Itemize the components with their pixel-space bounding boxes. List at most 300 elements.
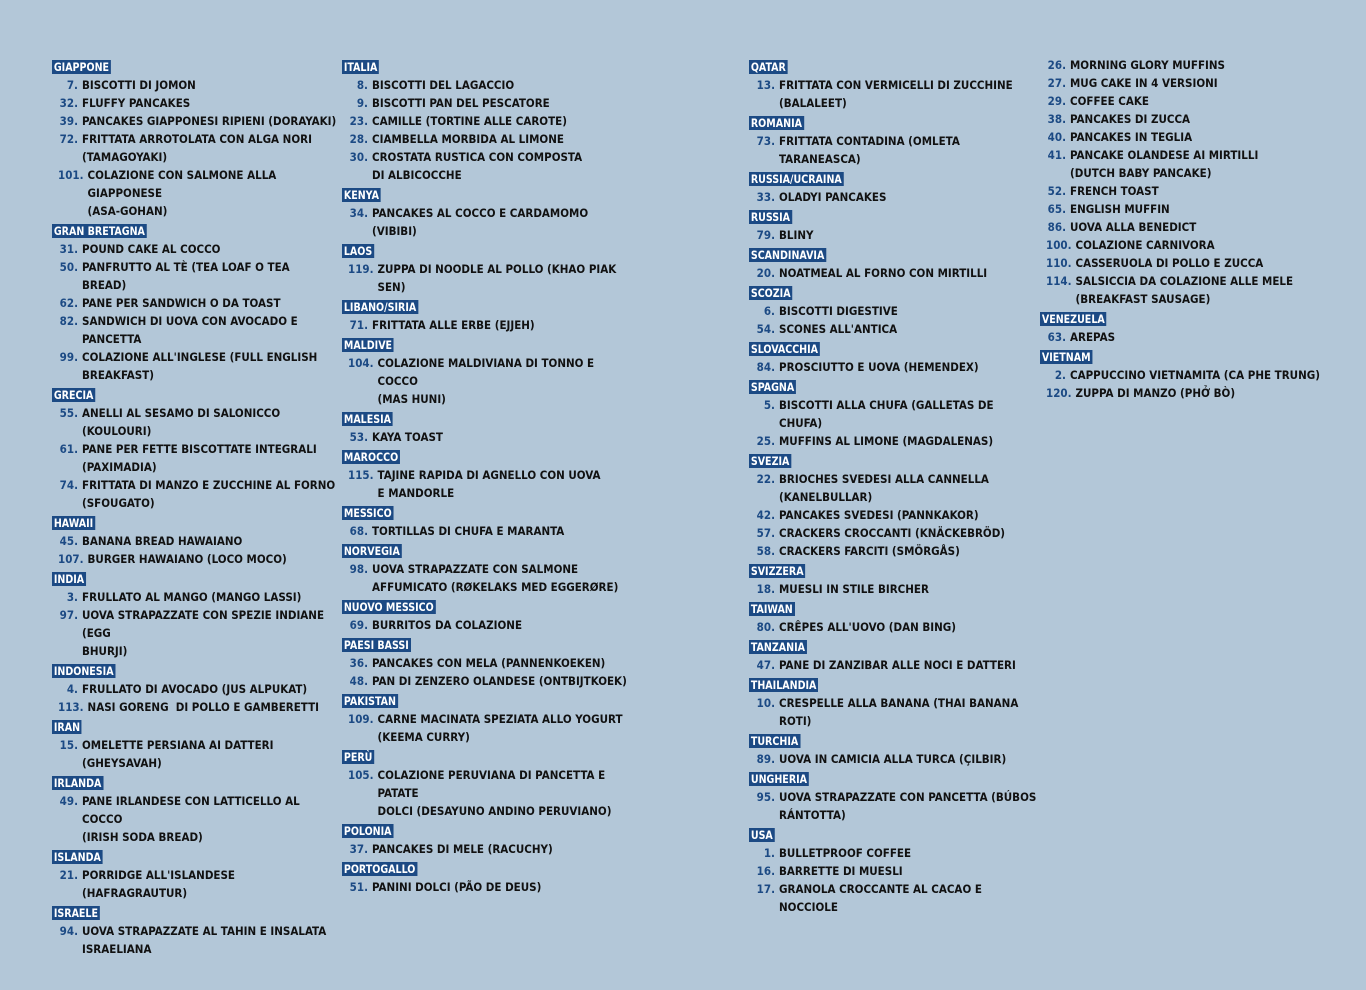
- recipe-entry: [348, 76, 632, 94]
- country-group: [749, 206, 1039, 244]
- country-heading: SVIZZERA: [750, 564, 804, 578]
- country-heading: VENEZUELA: [1041, 312, 1105, 326]
- recipe-entry: [755, 656, 1039, 674]
- recipe-title: NOATMEAL AL FORNO CON MIRTILLI: [779, 266, 988, 280]
- recipe-number: 62.: [59, 296, 78, 310]
- country-group: [342, 690, 632, 746]
- recipe-number: 15.: [59, 738, 78, 752]
- recipe-entry: [755, 506, 1039, 524]
- recipe-number: 72.: [59, 132, 78, 146]
- recipe-title: BARRETTE DI MUESLI: [779, 864, 903, 878]
- country-group: [342, 334, 632, 408]
- country-heading: SCANDINAVIA: [750, 248, 825, 262]
- recipe-entry: [755, 880, 1039, 916]
- recipe-number: 42.: [756, 508, 775, 522]
- country-group: [342, 634, 632, 690]
- recipe-entry: [755, 432, 1039, 450]
- recipe-title: BISCOTTI DI JOMON: [82, 78, 196, 92]
- recipe-entry: [58, 532, 337, 550]
- recipe-title: MUESLI IN STILE BIRCHER: [779, 582, 929, 596]
- recipe-title: FRITTATA DI MANZO E ZUCCHINE AL FORNO (SFOUGATO): [82, 478, 336, 510]
- country-heading: INDONESIA: [53, 664, 114, 678]
- country-heading: NORVEGIA: [343, 544, 400, 558]
- recipe-number: 86.: [1047, 220, 1066, 234]
- recipe-title: MORNING GLORY MUFFINS: [1070, 58, 1226, 72]
- country-group: [342, 446, 632, 502]
- country-heading: RUSSIA/UCRAINA: [750, 172, 842, 186]
- recipe-entry: [755, 76, 1039, 112]
- recipe-number: 18.: [756, 582, 775, 596]
- country-group: [342, 596, 632, 634]
- recipe-entry: [1046, 74, 1330, 92]
- country-heading: MAROCCO: [343, 450, 399, 464]
- country-group: [749, 450, 1039, 560]
- recipe-entry: [58, 736, 337, 772]
- recipe-entry: [58, 680, 337, 698]
- country-group: [52, 716, 337, 772]
- recipe-title: PANCAKES SVEDESI (PANNKAKOR): [779, 508, 979, 522]
- recipe-title: CAMILLE (TORTINE ALLE CAROTE): [372, 114, 567, 128]
- country-group: [749, 674, 1039, 730]
- country-group: [342, 540, 632, 596]
- recipe-number: 28.: [349, 132, 368, 146]
- recipe-entry: [348, 766, 632, 820]
- recipe-number: 57.: [756, 526, 775, 540]
- recipe-entry: [1046, 384, 1330, 402]
- recipe-entry: [348, 316, 632, 334]
- country-heading: MESSICO: [343, 506, 392, 520]
- recipe-entry: [1046, 56, 1330, 74]
- index-column-1: [52, 56, 337, 958]
- recipe-entry: [1046, 200, 1330, 218]
- recipe-title: PANCAKES DI MELE (RACUCHY): [372, 842, 553, 856]
- recipe-number: 80.: [756, 620, 775, 634]
- country-heading: UNGHERIA: [750, 772, 808, 786]
- country-heading: PORTOGALLO: [343, 862, 416, 876]
- recipe-title: BISCOTTI PAN DEL PESCATORE: [372, 96, 550, 110]
- recipe-number: 84.: [756, 360, 775, 374]
- recipe-entry: [58, 606, 337, 660]
- country-group: [52, 846, 337, 902]
- recipe-entry: [1046, 146, 1330, 182]
- recipe-number: 104.: [348, 356, 374, 370]
- recipe-title: CARNE MACINATA SPEZIATA ALLO YOGURT (KEEMA CURRY): [377, 712, 623, 744]
- country-group: [342, 56, 632, 184]
- recipe-entry: [58, 550, 337, 568]
- country-group: [342, 502, 632, 540]
- recipe-entry: [58, 698, 337, 716]
- recipe-number: 82.: [59, 314, 78, 328]
- recipe-entry: [58, 440, 337, 476]
- recipe-title: FRITTATA ARROTOLATA CON ALGA NORI (TAMAGOYAKI): [82, 132, 312, 164]
- recipe-title: OMELETTE PERSIANA AI DATTERI (GHEYSAVAH): [82, 738, 278, 770]
- recipe-title: PANE PER FETTE BISCOTTATE INTEGRALI (PAXIMADIA): [82, 442, 317, 474]
- country-heading: TAIWAN: [750, 602, 793, 616]
- recipe-number: 5.: [763, 398, 775, 412]
- recipe-title: BISCOTTI DIGESTIVE: [779, 304, 898, 318]
- recipe-title: BANANA BREAD HAWAIANO: [82, 534, 243, 548]
- country-group: [342, 746, 632, 820]
- recipe-number: 39.: [59, 114, 78, 128]
- recipe-entry: [58, 792, 337, 846]
- recipe-title: PANINI DOLCI (PÃO DE DEUS): [372, 880, 542, 894]
- recipe-title: PANE IRLANDESE CON LATTICELLO AL COCCO (IRISH SODA BREAD): [82, 794, 300, 844]
- country-heading: GRAN BRETAGNA: [53, 224, 145, 238]
- recipe-entry: [348, 204, 632, 240]
- recipe-number: 113.: [58, 700, 84, 714]
- recipe-entry: [58, 348, 337, 384]
- recipe-entry: [755, 694, 1039, 730]
- recipe-entry: [348, 148, 632, 184]
- recipe-entry: [755, 132, 1039, 168]
- country-group: [749, 376, 1039, 450]
- recipe-number: 33.: [756, 190, 775, 204]
- country-heading: LIBANO/SIRIA: [343, 300, 417, 314]
- recipe-entry: [1046, 272, 1330, 308]
- recipe-entry: [755, 226, 1039, 244]
- recipe-entry: [348, 560, 632, 596]
- country-group: [52, 56, 337, 220]
- recipe-title: PANFRUTTO AL TÈ (TEA LOAF O TEA BREAD): [82, 260, 294, 292]
- recipe-title: PORRIDGE ALL'ISLANDESE (HAFRAGRAUTUR): [82, 868, 239, 900]
- country-group: [52, 384, 337, 512]
- country-heading: SLOVACCHIA: [750, 342, 819, 356]
- recipe-entry: [58, 240, 337, 258]
- country-group: [749, 112, 1039, 168]
- recipe-entry: [348, 94, 632, 112]
- country-heading: SPAGNA: [750, 380, 795, 394]
- recipe-title: FLUFFY PANCAKES: [82, 96, 191, 110]
- country-heading: THAILANDIA: [750, 678, 817, 692]
- recipe-title: MUFFINS AL LIMONE (MAGDALENAS): [779, 434, 994, 448]
- recipe-entry: [755, 264, 1039, 282]
- country-group: [52, 772, 337, 846]
- recipe-number: 69.: [349, 618, 368, 632]
- recipe-entry: [1046, 92, 1330, 110]
- recipe-number: 30.: [349, 150, 368, 164]
- country-heading: SCOZIA: [750, 286, 791, 300]
- country-group: [342, 184, 632, 240]
- country-heading: MALESIA: [343, 412, 392, 426]
- recipe-number: 79.: [756, 228, 775, 242]
- recipe-number: 54.: [756, 322, 775, 336]
- recipe-number: 98.: [349, 562, 368, 576]
- country-heading: INDIA: [53, 572, 85, 586]
- country-group: [1040, 308, 1330, 346]
- recipe-title: CRACKERS CROCCANTI (KNÄCKEBRÖD): [779, 526, 1006, 540]
- country-heading: IRAN: [53, 720, 81, 734]
- recipe-title: PANCAKES GIAPPONESI RIPIENI (DORAYAKI): [82, 114, 337, 128]
- recipe-title: BLINY: [779, 228, 814, 242]
- recipe-number: 49.: [59, 794, 78, 808]
- recipe-title: UOVA STRAPAZZATE AL TAHIN E INSALATA ISRAELIANA: [82, 924, 327, 956]
- recipe-number: 52.: [1047, 184, 1066, 198]
- recipe-title: UOVA STRAPAZZATE CON PANCETTA (BÚBOS RÁNTOTTA): [779, 790, 1037, 822]
- recipe-title: ENGLISH MUFFIN: [1070, 202, 1170, 216]
- country-group: [342, 296, 632, 334]
- recipe-title: SALSICCIA DA COLAZIONE ALLE MELE (BREAKFAST SAUSAGE): [1075, 274, 1294, 306]
- country-group: [749, 768, 1039, 824]
- recipe-entry: [1046, 366, 1330, 384]
- country-heading: GIAPPONE: [53, 60, 110, 74]
- recipe-entry: [58, 166, 337, 220]
- recipe-number: 47.: [756, 658, 775, 672]
- recipe-entry: [755, 862, 1039, 880]
- recipe-entry: [348, 112, 632, 130]
- country-heading: KENYA: [343, 188, 379, 202]
- recipe-title: SCONES ALL'ANTICA: [779, 322, 898, 336]
- recipe-number: 48.: [349, 674, 368, 688]
- recipe-entry: [755, 542, 1039, 560]
- recipe-title: GRANOLA CROCCANTE AL CACAO E NOCCIOLE: [779, 882, 986, 914]
- recipe-number: 10.: [756, 696, 775, 710]
- country-group: [749, 560, 1039, 598]
- recipe-entry: [755, 788, 1039, 824]
- recipe-entry: [1046, 128, 1330, 146]
- recipe-index-page: [0, 56, 1366, 990]
- recipe-title: COLAZIONE ALL'INGLESE (FULL ENGLISH BREAKFAST): [82, 350, 318, 382]
- country-heading: GRECIA: [53, 388, 94, 402]
- country-group: [749, 636, 1039, 674]
- recipe-title: NASI GORENG DI POLLO E GAMBERETTI: [87, 700, 320, 714]
- country-heading: PAESI BASSI: [343, 638, 409, 652]
- recipe-number: 107.: [58, 552, 84, 566]
- recipe-number: 38.: [1047, 112, 1066, 126]
- recipe-title: BURRITOS DA COLAZIONE: [372, 618, 523, 632]
- recipe-entry: [755, 618, 1039, 636]
- recipe-number: 16.: [756, 864, 775, 878]
- country-group: [749, 730, 1039, 768]
- country-heading: RUSSIA: [750, 210, 791, 224]
- recipe-number: 27.: [1047, 76, 1066, 90]
- recipe-number: 26.: [1047, 58, 1066, 72]
- recipe-number: 20.: [756, 266, 775, 280]
- recipe-title: BRIOCHES SVEDESI ALLA CANNELLA (KANELBULLAR): [779, 472, 989, 504]
- recipe-title: BULLETPROOF COFFEE: [779, 846, 912, 860]
- recipe-title: UOVA IN CAMICIA ALLA TURCA (ÇILBIR): [779, 752, 1007, 766]
- recipe-number: 31.: [59, 242, 78, 256]
- recipe-number: 53.: [349, 430, 368, 444]
- recipe-entry: [58, 76, 337, 94]
- recipe-entry: [1046, 218, 1330, 236]
- recipe-title: CROSTATA RUSTICA CON COMPOSTA DI ALBICOCCHE: [372, 150, 583, 182]
- recipe-title: PANCAKES CON MELA (PANNENKOEKEN): [372, 656, 606, 670]
- country-group: [52, 568, 337, 660]
- country-group: [52, 660, 337, 716]
- recipe-entry: [58, 94, 337, 112]
- recipe-title: PANE DI ZANZIBAR ALLE NOCI E DATTERI: [779, 658, 1016, 672]
- recipe-entry: [1046, 236, 1330, 254]
- recipe-title: ANELLI AL SESAMO DI SALONICCO (KOULOURI): [82, 406, 284, 438]
- recipe-number: 6.: [763, 304, 775, 318]
- country-heading: ISRAELE: [53, 906, 99, 920]
- recipe-title: POUND CAKE AL COCCO: [82, 242, 221, 256]
- recipe-title: KAYA TOAST: [372, 430, 443, 444]
- recipe-number: 109.: [348, 712, 374, 726]
- recipe-number: 115.: [348, 468, 374, 482]
- country-group: [52, 902, 337, 958]
- recipe-number: 114.: [1046, 274, 1072, 288]
- recipe-title: UOVA STRAPAZZATE CON SALMONE AFFUMICATO (RØKELAKS MED EGGERØRE): [372, 562, 619, 594]
- recipe-title: BURGER HAWAIANO (LOCO MOCO): [87, 552, 287, 566]
- recipe-title: PAN DI ZENZERO OLANDESE (ONTBIJTKOEK): [372, 674, 627, 688]
- recipe-entry: [755, 320, 1039, 338]
- recipe-entry: [58, 866, 337, 902]
- recipe-title: PROSCIUTTO E UOVA (HEMENDEX): [779, 360, 979, 374]
- recipe-entry: [58, 476, 337, 512]
- country-group: [749, 282, 1039, 338]
- recipe-number: 7.: [66, 78, 78, 92]
- recipe-title: OLADYI PANCAKES: [779, 190, 887, 204]
- recipe-number: 120.: [1046, 386, 1072, 400]
- country-heading: SVEZIA: [750, 454, 790, 468]
- recipe-number: 32.: [59, 96, 78, 110]
- recipe-title: TORTILLAS DI CHUFA E MARANTA: [372, 524, 565, 538]
- recipe-entry: [58, 922, 337, 958]
- recipe-number: 101.: [58, 168, 84, 182]
- country-heading: IRLANDA: [53, 776, 102, 790]
- recipe-title: CAPPUCCINO VIETNAMITA (CA PHE TRUNG): [1070, 368, 1320, 382]
- recipe-title: MUG CAKE IN 4 VERSIONI: [1070, 76, 1218, 90]
- recipe-title: FRULLATO AL MANGO (MANGO LASSI): [82, 590, 302, 604]
- recipe-entry: [58, 294, 337, 312]
- recipe-title: FRENCH TOAST: [1070, 184, 1159, 198]
- recipe-number: 23.: [349, 114, 368, 128]
- recipe-number: 105.: [348, 768, 374, 782]
- recipe-entry: [755, 580, 1039, 598]
- country-heading: NUOVO MESSICO: [343, 600, 434, 614]
- recipe-entry: [348, 466, 632, 502]
- country-heading: VIETNAM: [1041, 350, 1091, 364]
- country-heading: USA: [750, 828, 773, 842]
- recipe-title: COFFEE CAKE: [1070, 94, 1149, 108]
- recipe-title: FRITTATA ALLE ERBE (EJJEH): [372, 318, 535, 332]
- recipe-number: 61.: [59, 442, 78, 456]
- recipe-number: 95.: [756, 790, 775, 804]
- recipe-number: 1.: [763, 846, 775, 860]
- recipe-title: BISCOTTI DEL LAGACCIO: [372, 78, 515, 92]
- country-heading: ROMANIA: [750, 116, 802, 130]
- country-group: [749, 824, 1039, 916]
- recipe-number: 74.: [59, 478, 78, 492]
- recipe-title: ZUPPA DI NOODLE AL POLLO (KHAO PIAK SEN): [377, 262, 620, 294]
- recipe-entry: [58, 312, 337, 348]
- recipe-title: AREPAS: [1070, 330, 1116, 344]
- country-heading: TURCHIA: [750, 734, 799, 748]
- country-group: [52, 512, 337, 568]
- recipe-title: COLAZIONE PERUVIANA DI PANCETTA E PATATE DOLCI (DESAYUNO ANDINO PERUVIANO): [377, 768, 612, 818]
- recipe-number: 68.: [349, 524, 368, 538]
- country-heading: PAKISTAN: [343, 694, 396, 708]
- recipe-number: 100.: [1046, 238, 1072, 252]
- recipe-entry: [348, 840, 632, 858]
- recipe-entry: [348, 428, 632, 446]
- recipe-number: 110.: [1046, 256, 1072, 270]
- recipe-number: 37.: [349, 842, 368, 856]
- index-column-4: [1040, 56, 1330, 402]
- recipe-number: 50.: [59, 260, 78, 274]
- recipe-title: PANCAKES IN TEGLIA: [1070, 130, 1193, 144]
- recipe-number: 45.: [59, 534, 78, 548]
- country-group: [749, 338, 1039, 376]
- recipe-entry: [348, 654, 632, 672]
- recipe-title: CRESPELLE ALLA BANANA (THAI BANANA ROTI): [779, 696, 1022, 728]
- recipe-entry: [58, 112, 337, 130]
- recipe-number: 51.: [349, 880, 368, 894]
- recipe-entry: [1046, 182, 1330, 200]
- recipe-title: COLAZIONE MALDIVIANA DI TONNO E COCCO (MAS HUNI): [377, 356, 595, 406]
- recipe-title: CRÊPES ALL'UOVO (DAN BING): [779, 620, 956, 634]
- recipe-title: COLAZIONE CARNIVORA: [1075, 238, 1215, 252]
- recipe-number: 65.: [1047, 202, 1066, 216]
- recipe-entry: [755, 302, 1039, 320]
- recipe-number: 4.: [66, 682, 78, 696]
- recipe-title: FRITTATA CON VERMICELLI DI ZUCCHINE (BALALEET): [779, 78, 1013, 110]
- country-heading: LAOS: [343, 244, 373, 258]
- recipe-entry: [348, 710, 632, 746]
- recipe-entry: [58, 130, 337, 166]
- country-heading: QATAR: [750, 60, 786, 74]
- country-heading: ISLANDA: [53, 850, 101, 864]
- recipe-entry: [755, 358, 1039, 376]
- recipe-entry: [348, 878, 632, 896]
- recipe-entry: [348, 522, 632, 540]
- recipe-entry: [1046, 110, 1330, 128]
- index-column-3: [749, 56, 1039, 916]
- recipe-number: 58.: [756, 544, 775, 558]
- recipe-title: TAJINE RAPIDA DI AGNELLO CON UOVA E MANDORLE: [377, 468, 601, 500]
- recipe-number: 8.: [356, 78, 368, 92]
- recipe-entry: [58, 258, 337, 294]
- recipe-entry: [1046, 254, 1330, 272]
- recipe-title: ZUPPA DI MANZO (PHỞ BÒ): [1075, 386, 1236, 400]
- recipe-title: FRULLATO DI AVOCADO (JUS ALPUKAT): [82, 682, 308, 696]
- recipe-title: PANCAKES AL COCCO E CARDAMOMO (VIBIBI): [372, 206, 592, 238]
- index-column-2: [342, 56, 632, 896]
- recipe-entry: [348, 672, 632, 690]
- recipe-title: BISCOTTI ALLA CHUFA (GALLETAS DE CHUFA): [779, 398, 998, 430]
- recipe-entry: [348, 130, 632, 148]
- recipe-number: 29.: [1047, 94, 1066, 108]
- recipe-number: 73.: [756, 134, 775, 148]
- recipe-number: 71.: [349, 318, 368, 332]
- country-heading: POLONIA: [343, 824, 392, 838]
- recipe-title: PANE PER SANDWICH O DA TOAST: [82, 296, 281, 310]
- recipe-title: UOVA ALLA BENEDICT: [1070, 220, 1197, 234]
- country-group: [749, 56, 1039, 112]
- recipe-title: COLAZIONE CON SALMONE ALLA GIAPPONESE (ASA-GOHAN): [87, 168, 277, 218]
- recipe-entry: [58, 404, 337, 440]
- recipe-entry: [348, 260, 632, 296]
- recipe-title: UOVA STRAPAZZATE CON SPEZIE INDIANE (EGG BHURJI): [82, 608, 325, 658]
- recipe-number: 41.: [1047, 148, 1066, 162]
- recipe-number: 17.: [756, 882, 775, 896]
- recipe-number: 89.: [756, 752, 775, 766]
- recipe-number: 2.: [1054, 368, 1066, 382]
- recipe-number: 94.: [59, 924, 78, 938]
- recipe-number: 63.: [1047, 330, 1066, 344]
- country-heading: ITALIA: [343, 60, 378, 74]
- country-group: [342, 858, 632, 896]
- recipe-number: 55.: [59, 406, 78, 420]
- recipe-number: 99.: [59, 350, 78, 364]
- recipe-entry: [58, 588, 337, 606]
- country-group: [52, 220, 337, 384]
- recipe-entry: [755, 396, 1039, 432]
- recipe-number: 9.: [356, 96, 368, 110]
- country-group: [749, 168, 1039, 206]
- recipe-number: 119.: [348, 262, 374, 276]
